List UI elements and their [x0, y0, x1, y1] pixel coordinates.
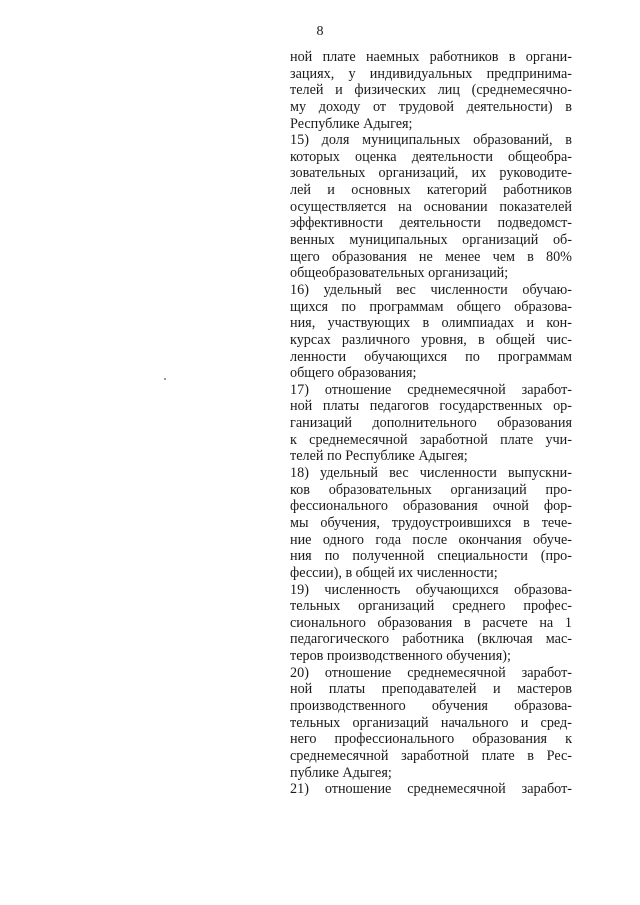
text-line: общеобразовательных организаций;: [290, 265, 509, 282]
text-line: 18) удельный вес численности выпускни-: [290, 465, 572, 482]
text-line: Республике Адыгея;: [290, 115, 413, 132]
text-line: ной платы педагогов государственных ор-: [290, 398, 572, 415]
text-line: теров производственного обучения);: [290, 648, 511, 665]
text-line: 19) численность обучающихся образова-: [290, 581, 572, 598]
body-text: [290, 49, 572, 798]
text-line: щихся по программам общего образова-: [290, 298, 572, 315]
text-line: зовательных организаций, их руководите-: [290, 165, 572, 182]
text-line: лей и основных категорий работников: [290, 182, 572, 199]
text-line: 17) отношение среднемесячной заработ-: [290, 381, 572, 398]
text-line: щего образования не менее чем в 80%: [290, 248, 572, 265]
text-line: ной платы преподавателей и мастеров: [290, 681, 572, 698]
text-line: сионального образования в расчете на 1: [290, 614, 572, 631]
text-line: тельных организаций начального и сред-: [290, 714, 572, 731]
text-line: ние одного года после окончания обуче-: [290, 531, 572, 548]
text-line: осуществляется на основании показателей: [290, 198, 572, 215]
text-line: телей и физических лиц (среднемесячно-: [290, 82, 572, 99]
text-line: фессионального образования очной фор-: [290, 498, 572, 515]
scan-speck: [164, 378, 166, 380]
text-line: 16) удельный вес численности обучаю-: [290, 281, 572, 298]
text-line: к среднемесячной заработной плате учи-: [290, 431, 572, 448]
text-line: публике Адыгея;: [290, 764, 392, 781]
text-line: фессии), в общей их численности;: [290, 564, 498, 581]
text-line: тельных организаций среднего профес-: [290, 598, 572, 615]
text-line: зациях, у индивидуальных предпринима-: [290, 65, 572, 82]
text-line: среднемесячной заработной плате в Рес-: [290, 747, 572, 764]
text-line: 15) доля муниципальных образований, в: [290, 132, 572, 149]
text-line: венных муниципальных организаций об-: [290, 232, 572, 249]
text-line: му доходу от трудовой деятельности) в: [290, 98, 572, 115]
page-number: 8: [316, 24, 324, 39]
text-line: ния, участвующих в олимпиадах и кон-: [290, 315, 572, 332]
text-line: 20) отношение среднемесячной заработ-: [290, 664, 572, 681]
text-line: курсах различного уровня, в общей чис-: [290, 331, 572, 348]
text-line: мы обучения, трудоустроившихся в тече-: [290, 514, 572, 531]
text-line: него профессионального образования к: [290, 731, 572, 748]
text-line: производственного обучения образова-: [290, 697, 572, 714]
text-line: ния по полученной специальности (про-: [290, 548, 572, 565]
text-line: общего образования;: [290, 365, 417, 382]
text-line: ленности обучающихся по программам: [290, 348, 572, 365]
text-line: которых оценка деятельности общеобра-: [290, 148, 572, 165]
text-line: ганизаций дополнительного образования: [290, 415, 572, 432]
text-line: эффективности деятельности подведомст-: [290, 215, 572, 232]
text-line: педагогического работника (включая мас-: [290, 631, 572, 648]
text-line: ной плате наемных работников в органи-: [290, 49, 572, 65]
text-line: ков образовательных организаций про-: [290, 481, 572, 498]
text-line: телей по Республике Адыгея;: [290, 448, 468, 465]
text-line: 21) отношение среднемесячной заработ-: [290, 781, 572, 798]
